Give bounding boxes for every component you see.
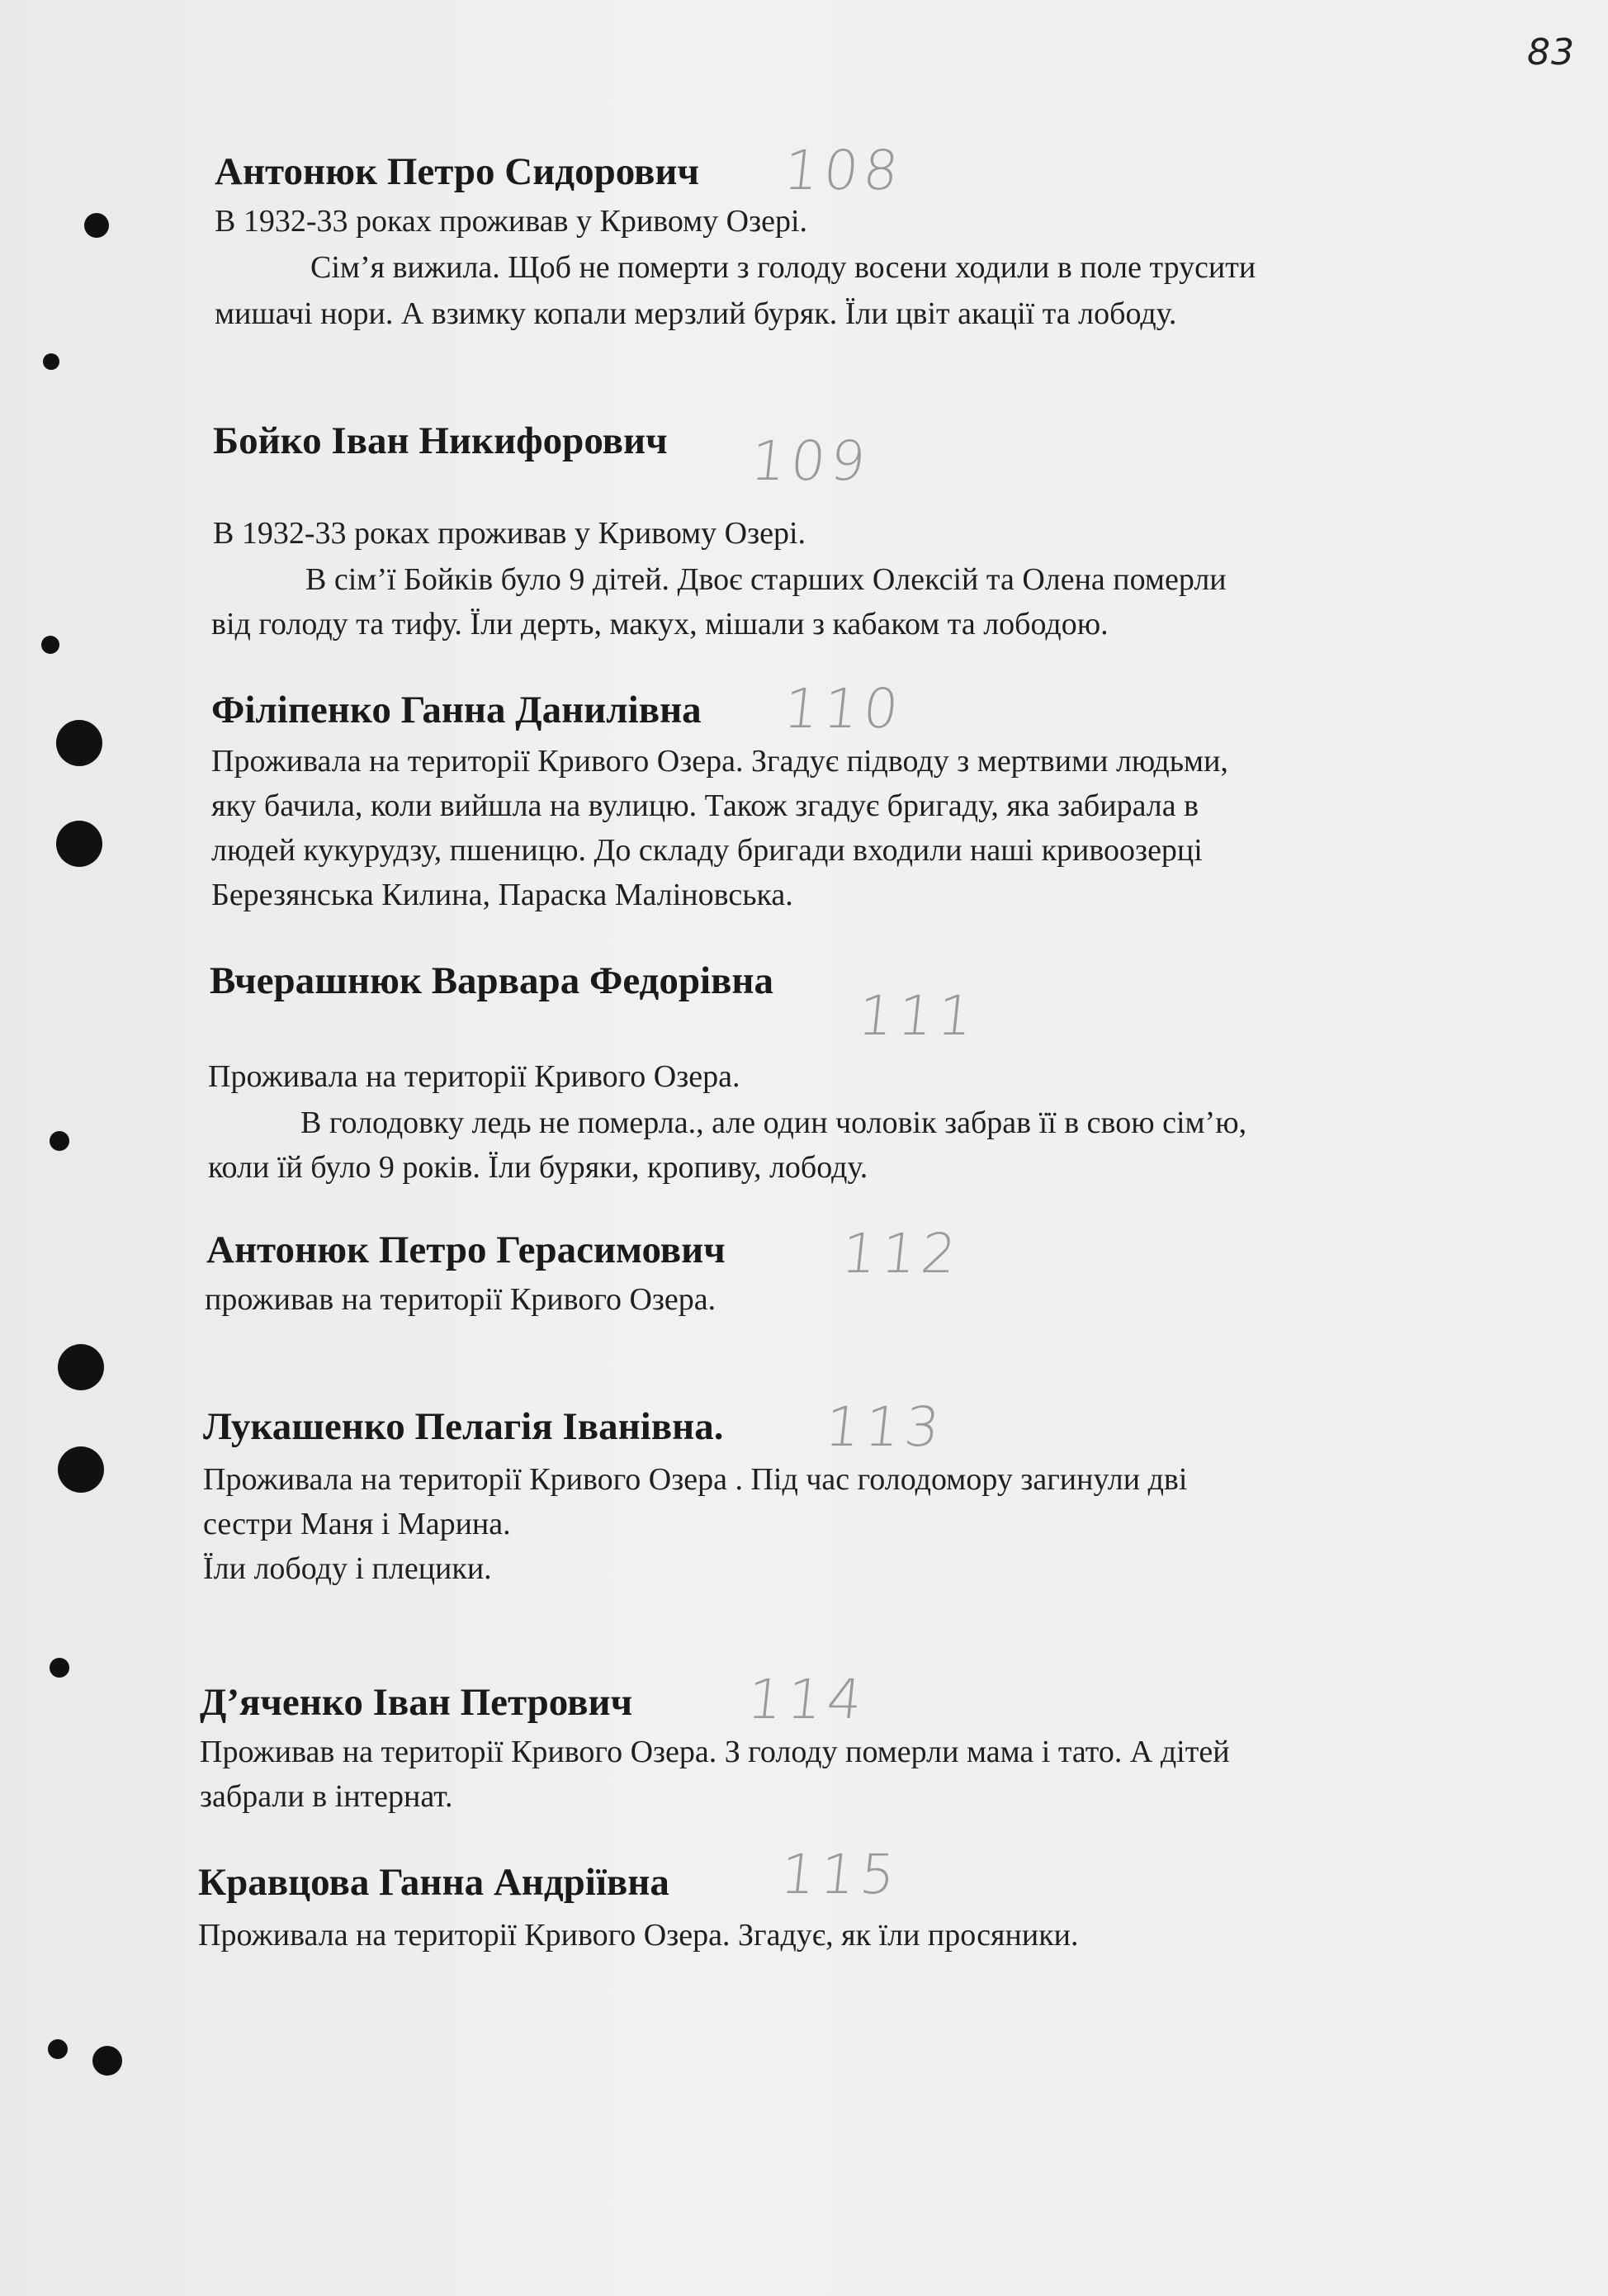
- entry-number: 114: [744, 1668, 871, 1731]
- entry-text-line: Проживала на території Кривого Озера . Під час голодомору загинули дві: [203, 1462, 1188, 1497]
- entry-number: 115: [777, 1843, 904, 1906]
- entry-name: Вчерашнюк Варвара Федорівна: [210, 959, 773, 1002]
- punch-hole: [50, 1658, 69, 1678]
- punch-hole: [48, 2039, 68, 2059]
- entry-text-line: Проживала на території Кривого Озера. Згадує підводу з мертвими людьми,: [211, 744, 1228, 779]
- entry-text-line: Сім’я вижила. Щоб не померти з голоду восени ходили в поле трусити: [310, 250, 1256, 285]
- punch-hole: [58, 1344, 104, 1390]
- entry-name: Лукашенко Пелагія Іванівна.: [203, 1405, 724, 1448]
- entry-text-line: мишачі нори. А взимку копали мерзлий буряк. Їли цвіт акації та лободу.: [215, 296, 1177, 331]
- punch-hole: [43, 353, 59, 370]
- punch-hole: [56, 821, 102, 867]
- punch-hole: [92, 2046, 122, 2076]
- entry-name: Філіпенко Ганна Данилівна: [211, 689, 702, 731]
- entry-text-line: яку бачила, коли вийшла на вулицю. Також згадує бригаду, яка забирала в: [211, 788, 1199, 823]
- entry-text-line: Березянська Килина, Параска Маліновська.: [211, 878, 793, 912]
- entry-number: 110: [780, 677, 907, 741]
- entry-number: 109: [747, 429, 874, 493]
- entry-text-line: В 1932-33 роках проживав у Кривому Озері.: [215, 204, 808, 239]
- entry-text-line: від голоду та тифу. Їли дерть, макух, мішали з кабаком та лободою.: [211, 607, 1109, 641]
- punch-hole: [84, 213, 109, 238]
- punch-hole: [41, 636, 59, 654]
- entry-number: 113: [821, 1395, 948, 1459]
- entry-name: Кравцова Ганна Андріївна: [198, 1861, 669, 1904]
- entry-text-line: В сім’ї Бойків було 9 дітей. Двоє старших Олексій та Олена померли: [305, 562, 1227, 597]
- entry-name: Д’яченко Іван Петрович: [200, 1681, 633, 1724]
- entry-text-line: проживав на території Кривого Озера.: [205, 1282, 717, 1317]
- entry-name: Бойко Іван Никифорович: [213, 419, 668, 462]
- entry-text-line: Проживала на території Кривого Озера.: [208, 1059, 740, 1094]
- entry-text-line: Проживав на території Кривого Озера. З голоду померли мама і тато. А дітей: [200, 1735, 1230, 1769]
- entry-text-line: сестри Маня і Марина.: [203, 1507, 511, 1541]
- entry-name: Антонюк Петро Сидорович: [215, 150, 700, 193]
- entry-number: 108: [780, 139, 907, 202]
- entry-name: Антонюк Петро Герасимович: [206, 1228, 726, 1271]
- punch-hole: [50, 1131, 69, 1151]
- page-number: 83: [1527, 31, 1575, 73]
- entry-text-line: В голодовку ледь не померла., але один чоловік забрав її в свою сім’ю,: [300, 1105, 1247, 1140]
- entry-text-line: забрали в інтернат.: [200, 1779, 453, 1814]
- entry-text-line: Проживала на території Кривого Озера. Згадує, як їли просяники.: [198, 1918, 1079, 1953]
- entry-text-line: Їли лободу і плецики.: [203, 1551, 492, 1586]
- punch-hole: [58, 1446, 104, 1493]
- entry-text-line: В 1932-33 роках проживав у Кривому Озері.: [213, 516, 806, 551]
- entry-text-line: коли їй було 9 років. Їли буряки, кропиву, лободу.: [208, 1150, 868, 1185]
- entry-text-line: людей кукурудзу, пшеницю. До складу бригади входили наші кривоозерці: [211, 833, 1203, 868]
- entry-number: 112: [838, 1222, 965, 1285]
- punch-hole: [56, 720, 102, 766]
- entry-number: 111: [854, 984, 981, 1048]
